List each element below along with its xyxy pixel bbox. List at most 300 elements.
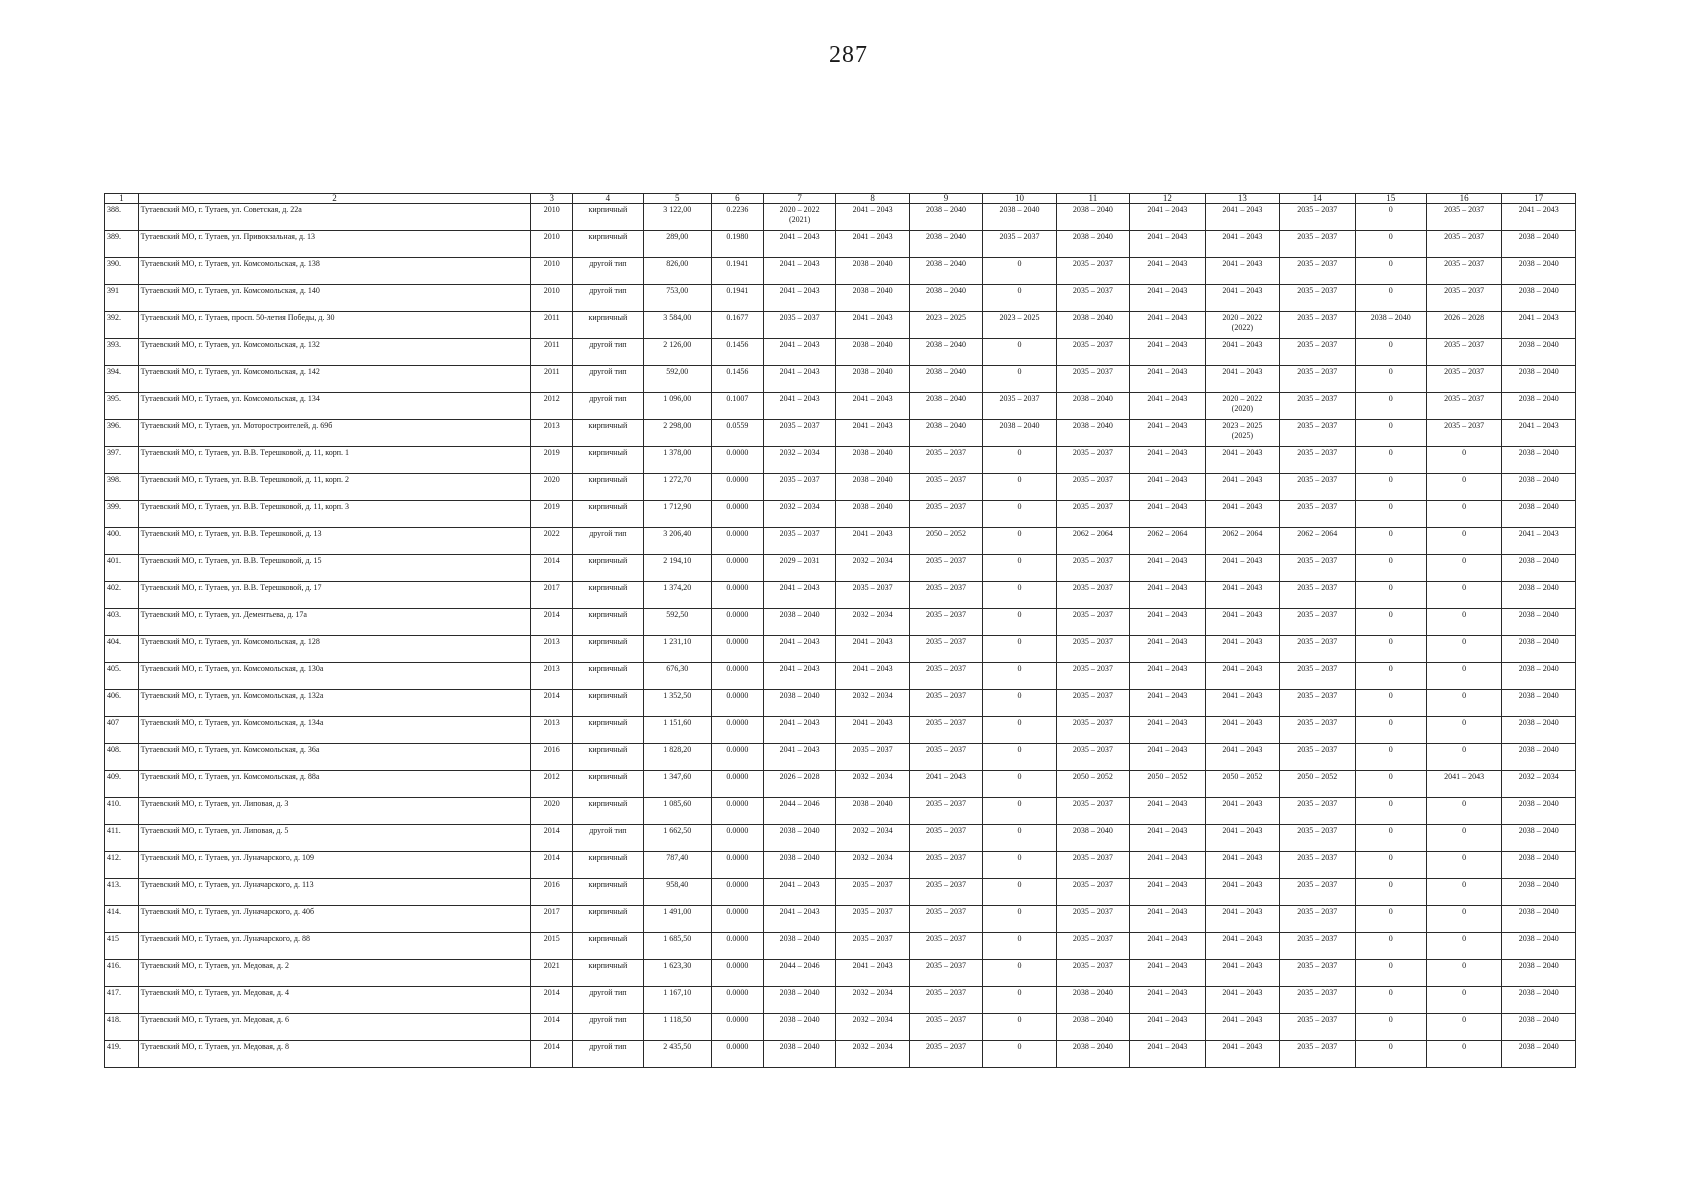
housing-register-table [104,193,1576,1068]
table-cell: 2035 – 2037 [909,582,982,609]
table-cell: 2035 – 2037 [1280,825,1355,852]
table-cell: 2041 – 2043 [1205,1041,1279,1068]
table-cell: 1 096,00 [643,393,711,420]
table-cell: 0 [1355,555,1426,582]
table-cell: 0 [1355,447,1426,474]
table-cell: 0 [1355,582,1426,609]
table-cell: 2035 – 2037 [1280,339,1355,366]
column-number: 13 [1205,194,1279,204]
table-cell: 2017 [531,906,573,933]
address-cell: Тутаевский МО, г. Тутаев, ул. Липовая, д. 5 [138,825,531,852]
table-cell: 0.0000 [711,474,763,501]
address-cell: Тутаевский МО, г. Тутаев, ул. Луначарского, д. 109 [138,852,531,879]
table-cell: 2035 – 2037 [909,474,982,501]
table-row [105,1014,1576,1041]
table-cell: 2041 – 2043 [1205,366,1279,393]
table-cell: 0 [1355,879,1426,906]
table-cell: 2041 – 2043 [1130,690,1205,717]
address-cell: Тутаевский МО, г. Тутаев, ул. В.В. Терешковой, д. 17 [138,582,531,609]
table-cell: 2035 – 2037 [1426,420,1501,447]
row-number-cell: 409. [105,771,139,798]
table-cell: 0.0000 [711,663,763,690]
table-cell: 2035 – 2037 [1056,474,1129,501]
address-cell: Тутаевский МО, г. Тутаев, ул. В.В. Терешковой, д. 13 [138,528,531,555]
table-cell: 2035 – 2037 [1056,366,1129,393]
table-cell: 2038 – 2040 [1502,717,1576,744]
table-cell: 2035 – 2037 [909,987,982,1014]
row-number-cell: 401. [105,555,139,582]
table-cell: 2032 – 2034 [836,1014,909,1041]
address-cell: Тутаевский МО, г. Тутаев, ул. Луначарского, д. 113 [138,879,531,906]
table-cell: 0 [1355,285,1426,312]
table-cell: 0 [983,933,1056,960]
address-cell: Тутаевский МО, г. Тутаев, ул. Липовая, д. 3 [138,798,531,825]
table-cell: 2035 – 2037 [1280,501,1355,528]
table-cell: 2038 – 2040 [1502,1041,1576,1068]
table-cell: 2041 – 2043 [763,582,835,609]
table-cell: 2038 – 2040 [909,258,982,285]
table-cell: 2038 – 2040 [836,501,909,528]
table-cell: 2041 – 2043 [836,204,909,231]
column-number: 8 [836,194,909,204]
table-cell: 0 [983,501,1056,528]
table-cell: 2041 – 2043 [1205,501,1279,528]
header-row [105,194,1576,204]
table-cell: 2035 – 2037 [909,717,982,744]
table-cell: 2035 – 2037 [1280,204,1355,231]
table-cell: 2041 – 2043 [1130,501,1205,528]
table-cell: 0 [1426,447,1501,474]
table-cell: 2012 [531,393,573,420]
row-number-cell: 391 [105,285,139,312]
table-cell: 2038 – 2040 [763,1041,835,1068]
table-cell: 2041 – 2043 [1205,852,1279,879]
row-number-cell: 393. [105,339,139,366]
address-cell: Тутаевский МО, г. Тутаев, ул. В.В. Терешковой, д. 11, корп. 1 [138,447,531,474]
column-number: 10 [983,194,1056,204]
table-cell: кирпичный [573,933,643,960]
table-cell: 2041 – 2043 [1205,609,1279,636]
table-cell: 2010 [531,258,573,285]
table-cell: 0.0000 [711,501,763,528]
table-cell: 2017 [531,582,573,609]
table-cell: 2035 – 2037 [836,879,909,906]
table-cell: 0.1677 [711,312,763,339]
table-cell: кирпичный [573,771,643,798]
table-cell: 2035 – 2037 [909,1014,982,1041]
table-cell: 0 [983,474,1056,501]
table-cell: 2041 – 2043 [1130,366,1205,393]
table-cell: 0.0000 [711,717,763,744]
table-cell: 2035 – 2037 [1426,339,1501,366]
table-cell: 2020 [531,798,573,825]
table-cell: другой тип [573,825,643,852]
table-cell: 0 [1355,690,1426,717]
table-cell: 0 [983,717,1056,744]
table-cell: 2016 [531,744,573,771]
table-cell: 2038 – 2040 [1502,501,1576,528]
table-cell: 2035 – 2037 [1056,852,1129,879]
table-cell: 2035 – 2037 [909,663,982,690]
table-cell: 2041 – 2043 [763,339,835,366]
column-number: 17 [1502,194,1576,204]
table-cell: 2035 – 2037 [763,528,835,555]
table-cell: 2041 – 2043 [1130,717,1205,744]
table-cell: 2032 – 2034 [836,1041,909,1068]
table-cell: 2041 – 2043 [1130,447,1205,474]
table-cell: 0 [983,1014,1056,1041]
table-cell: 2050 – 2052 [1056,771,1129,798]
table-cell: 2041 – 2043 [1130,474,1205,501]
table-cell: 2035 – 2037 [1056,906,1129,933]
table-row [105,798,1576,825]
table-cell: 2035 – 2037 [1426,258,1501,285]
table-cell: 0 [1355,231,1426,258]
table-cell: 2041 – 2043 [836,960,909,987]
table-cell: 2035 – 2037 [1426,366,1501,393]
table-cell: 1 118,50 [643,1014,711,1041]
table-cell: 2035 – 2037 [909,447,982,474]
table-cell: 2035 – 2037 [1056,690,1129,717]
table-cell: 2032 – 2034 [836,852,909,879]
table-cell: 2035 – 2037 [1280,582,1355,609]
table-cell: 2050 – 2052 [1130,771,1205,798]
table-row [105,447,1576,474]
table-cell: 0 [1355,663,1426,690]
table-cell: 0 [983,339,1056,366]
table-cell: 0 [983,771,1056,798]
table-cell: 0 [1426,636,1501,663]
table-cell: 2038 – 2040 [1502,447,1576,474]
table-cell: 0.1980 [711,231,763,258]
table-row [105,879,1576,906]
table-cell: 2035 – 2037 [1280,231,1355,258]
table-cell: 0 [983,609,1056,636]
table-cell: 2041 – 2043 [836,420,909,447]
table-row [105,1041,1576,1068]
table-cell: 2041 – 2043 [1130,1014,1205,1041]
table-cell: 2041 – 2043 [1205,933,1279,960]
table-cell: 2035 – 2037 [1280,636,1355,663]
table-cell: 0 [1426,960,1501,987]
address-cell: Тутаевский МО, г. Тутаев, ул. Дементьева, д. 17а [138,609,531,636]
table-cell: 2 435,50 [643,1041,711,1068]
table-cell: 2035 – 2037 [909,609,982,636]
table-cell: 0 [1355,906,1426,933]
table-cell: другой тип [573,1041,643,1068]
table-cell: 0 [1355,636,1426,663]
column-number: 7 [763,194,835,204]
table-cell: 0.0000 [711,744,763,771]
table-cell: 2019 [531,501,573,528]
table-cell: 2038 – 2040 [1502,393,1576,420]
table-cell: 3 584,00 [643,312,711,339]
row-number-cell: 408. [105,744,139,771]
row-number-cell: 406. [105,690,139,717]
table-cell: 2041 – 2043 [1130,285,1205,312]
table-cell: 0 [1426,1014,1501,1041]
table-cell: 2038 – 2040 [909,366,982,393]
table-cell: 2020 – 2022 (2021) [763,204,835,231]
table-cell: 2041 – 2043 [1130,879,1205,906]
table-cell: 2035 – 2037 [1056,960,1129,987]
row-number-cell: 410. [105,798,139,825]
table-cell: 2041 – 2043 [836,663,909,690]
table-cell: 2035 – 2037 [983,393,1056,420]
table-cell: 2038 – 2040 [1056,1014,1129,1041]
table-row [105,690,1576,717]
table-cell: 2035 – 2037 [909,825,982,852]
table-cell: 2035 – 2037 [836,933,909,960]
column-number: 2 [138,194,531,204]
table-cell: 2041 – 2043 [763,366,835,393]
table-cell: 0 [1426,717,1501,744]
row-number-cell: 405. [105,663,139,690]
table-cell: 2035 – 2037 [1056,879,1129,906]
table-cell: 2038 – 2040 [836,447,909,474]
table-cell: 2035 – 2037 [763,474,835,501]
table-cell: кирпичный [573,690,643,717]
table-cell: 2020 [531,474,573,501]
table-cell: 2038 – 2040 [1502,663,1576,690]
table-cell: 2041 – 2043 [763,717,835,744]
table-cell: 2023 – 2025 (2025) [1205,420,1279,447]
address-cell: Тутаевский МО, г. Тутаев, ул. Комсомольская, д. 36а [138,744,531,771]
table-cell: 2038 – 2040 [763,825,835,852]
table-cell: 958,40 [643,879,711,906]
table-cell: 2038 – 2040 [1056,231,1129,258]
table-cell: 2035 – 2037 [1280,744,1355,771]
table-cell: 2035 – 2037 [763,420,835,447]
table-cell: 2032 – 2034 [836,609,909,636]
table-cell: 2041 – 2043 [1502,420,1576,447]
table-cell: 2041 – 2043 [1130,393,1205,420]
table-cell: 2035 – 2037 [1056,582,1129,609]
table-cell: 2035 – 2037 [1426,204,1501,231]
table-cell: 2038 – 2040 [909,204,982,231]
table-cell: 2035 – 2037 [1426,231,1501,258]
table-cell: 0 [1355,744,1426,771]
table-cell: 2041 – 2043 [1205,474,1279,501]
table-cell: 2038 – 2040 [1502,798,1576,825]
table-cell: 2035 – 2037 [909,555,982,582]
address-cell: Тутаевский МО, г. Тутаев, ул. В.В. Терешковой, д. 11, корп. 2 [138,474,531,501]
table-cell: 0 [983,582,1056,609]
table-cell: 2035 – 2037 [1056,744,1129,771]
table-cell: 2041 – 2043 [1205,555,1279,582]
column-number: 1 [105,194,139,204]
table-cell: 2026 – 2028 [763,771,835,798]
table-cell: 2041 – 2043 [1205,717,1279,744]
table-cell: 2 194,10 [643,555,711,582]
table-cell: 2041 – 2043 [1426,771,1501,798]
table-cell: кирпичный [573,501,643,528]
table-cell: 2041 – 2043 [1205,744,1279,771]
table-cell: 2041 – 2043 [909,771,982,798]
table-cell: 2035 – 2037 [1056,636,1129,663]
table-cell: 1 685,50 [643,933,711,960]
table-cell: другой тип [573,366,643,393]
table-cell: кирпичный [573,636,643,663]
table-cell: 0 [1426,879,1501,906]
table-cell: 2032 – 2034 [763,501,835,528]
address-cell: Тутаевский МО, г. Тутаев, ул. Медовая, д. 2 [138,960,531,987]
table-row [105,258,1576,285]
table-cell: 2026 – 2028 [1426,312,1501,339]
table-row [105,663,1576,690]
table-cell: 2010 [531,231,573,258]
table-cell: 0.0000 [711,447,763,474]
table-cell: 1 374,20 [643,582,711,609]
table-cell: 2041 – 2043 [1205,1014,1279,1041]
table-cell: 2041 – 2043 [1130,663,1205,690]
table-cell: 2038 – 2040 [1502,258,1576,285]
table-cell: 2041 – 2043 [1205,663,1279,690]
table-cell: 2038 – 2040 [1502,933,1576,960]
table-cell: 2035 – 2037 [836,906,909,933]
address-cell: Тутаевский МО, г. Тутаев, ул. Комсомольская, д. 138 [138,258,531,285]
table-cell: 2032 – 2034 [836,555,909,582]
table-row [105,501,1576,528]
table-cell: 2015 [531,933,573,960]
table-cell: 0 [1426,825,1501,852]
table-cell: 2035 – 2037 [1280,852,1355,879]
table-cell: 2041 – 2043 [836,393,909,420]
table-cell: 2038 – 2040 [836,285,909,312]
address-cell: Тутаевский МО, г. Тутаев, ул. Комсомольская, д. 142 [138,366,531,393]
table-cell: 2035 – 2037 [836,582,909,609]
table-row [105,636,1576,663]
table-cell: 0 [1355,609,1426,636]
table-cell: 1 151,60 [643,717,711,744]
address-cell: Тутаевский МО, г. Тутаев, ул. Привокзальная, д. 13 [138,231,531,258]
table-cell: 2041 – 2043 [1130,744,1205,771]
table-cell: 2013 [531,663,573,690]
column-number: 6 [711,194,763,204]
table-cell: 0 [1426,798,1501,825]
table-cell: 2011 [531,312,573,339]
table-cell: 2035 – 2037 [1056,285,1129,312]
table-cell: 0.0000 [711,1041,763,1068]
row-number-cell: 413. [105,879,139,906]
table-cell: 2035 – 2037 [1280,420,1355,447]
table-cell: 0 [1426,663,1501,690]
table-cell: 2035 – 2037 [763,312,835,339]
row-number-cell: 403. [105,609,139,636]
address-cell: Тутаевский МО, г. Тутаев, ул. Комсомольская, д. 132а [138,690,531,717]
table-cell: 0.1456 [711,339,763,366]
table-cell: 2035 – 2037 [1280,474,1355,501]
table-cell: 2035 – 2037 [1280,447,1355,474]
table-cell: 1 828,20 [643,744,711,771]
table-cell: 2038 – 2040 [1502,366,1576,393]
table-cell: 2035 – 2037 [909,879,982,906]
table-cell: 0.0000 [711,555,763,582]
table-cell: 2041 – 2043 [1130,339,1205,366]
table-cell: 2035 – 2037 [1426,285,1501,312]
column-number: 11 [1056,194,1129,204]
table-cell: другой тип [573,285,643,312]
table-cell: 2062 – 2064 [1056,528,1129,555]
table-cell: 2011 [531,366,573,393]
table-cell: 0 [983,690,1056,717]
table-cell: 2041 – 2043 [763,744,835,771]
table-cell: 2032 – 2034 [836,825,909,852]
row-number-cell: 398. [105,474,139,501]
table-cell: 0 [1355,825,1426,852]
row-number-cell: 390. [105,258,139,285]
table-cell: 2035 – 2037 [1280,879,1355,906]
row-number-cell: 404. [105,636,139,663]
table-cell: 2038 – 2040 [1502,852,1576,879]
row-number-cell: 402. [105,582,139,609]
table-cell: 2035 – 2037 [1056,933,1129,960]
table-cell: 2035 – 2037 [909,501,982,528]
table-cell: 2035 – 2037 [1280,366,1355,393]
table-cell: 0 [983,960,1056,987]
table-cell: 0 [1355,798,1426,825]
table-cell: 2041 – 2043 [1130,852,1205,879]
table-cell: 2011 [531,339,573,366]
table-cell: 2038 – 2040 [836,339,909,366]
table-cell: 2038 – 2040 [1056,312,1129,339]
table-cell: 2038 – 2040 [1056,204,1129,231]
table-row [105,933,1576,960]
table-cell: 2035 – 2037 [909,852,982,879]
table-cell: 0 [1426,906,1501,933]
table-cell: 3 206,40 [643,528,711,555]
table-cell: 0 [1426,528,1501,555]
table-cell: 787,40 [643,852,711,879]
address-cell: Тутаевский МО, г. Тутаев, ул. Луначарского, д. 88 [138,933,531,960]
table-cell: другой тип [573,528,643,555]
table-cell: 2041 – 2043 [1130,555,1205,582]
table-cell: 2041 – 2043 [763,636,835,663]
table-cell: 0 [1355,771,1426,798]
table-cell: 753,00 [643,285,711,312]
table-cell: 2029 – 2031 [763,555,835,582]
table-cell: 0.2236 [711,204,763,231]
table-cell: кирпичный [573,204,643,231]
table-cell: 0 [983,879,1056,906]
row-number-cell: 392. [105,312,139,339]
table-cell: 2035 – 2037 [1280,987,1355,1014]
table-cell: 2035 – 2037 [909,906,982,933]
table-cell: 2035 – 2037 [1280,798,1355,825]
table-row [105,312,1576,339]
table-cell: 2035 – 2037 [1280,690,1355,717]
table-cell: 1 712,90 [643,501,711,528]
address-cell: Тутаевский МО, г. Тутаев, ул. Комсомольская, д. 134а [138,717,531,744]
table-cell: кирпичный [573,609,643,636]
table-cell: 0 [1355,852,1426,879]
table-cell: 2038 – 2040 [909,393,982,420]
table-cell: 0 [1426,501,1501,528]
table-row [105,609,1576,636]
table-cell: 0 [1355,933,1426,960]
table-cell: 3 122,00 [643,204,711,231]
table-cell: 2038 – 2040 [763,852,835,879]
table-cell: 2038 – 2040 [836,474,909,501]
table-cell: 0 [983,825,1056,852]
table-cell: 2035 – 2037 [1056,663,1129,690]
table-cell: 2041 – 2043 [763,393,835,420]
table-cell: 2023 – 2025 [909,312,982,339]
column-number: 4 [573,194,643,204]
table-cell: 0.1941 [711,258,763,285]
address-cell: Тутаевский МО, г. Тутаев, ул. В.В. Терешковой, д. 11, корп. 3 [138,501,531,528]
table-cell: 2041 – 2043 [1130,1041,1205,1068]
